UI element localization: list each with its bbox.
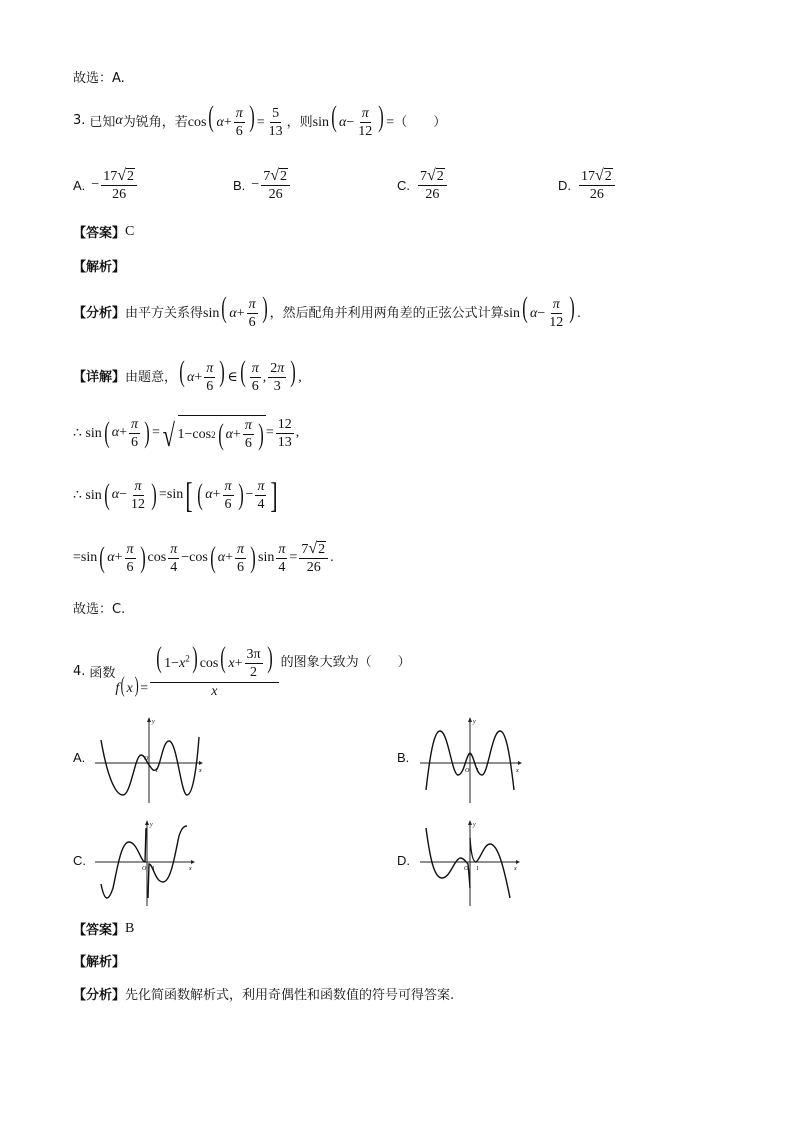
- q3-stem-then: ，则: [286, 115, 313, 131]
- svg-text:O: O: [464, 866, 469, 872]
- q4-stem: 4. 函数 f( x) = ( $1-x^2$) cos( x+ $\frac{3\pi}{2}$ ) x 的图象大致为（ ）: [73, 640, 411, 700]
- svg-text:x: x: [199, 768, 202, 774]
- svg-text:y: y: [473, 719, 476, 725]
- q3-option-a: A. − 17 √ 2 26: [73, 168, 139, 202]
- q4-graph-a: [95, 715, 205, 805]
- q3-number: 3.: [73, 113, 86, 129]
- q3-option-b: B. − 7 √ 2 26: [233, 168, 292, 202]
- q3-step-decompose: ∴ sin ( α − $\frac{\pi}{12}$ ) =sin [ ( α + $\frac{\pi}{6}$ ) − $\frac{\pi}{4}$ ]: [73, 475, 279, 515]
- q4-graph-c: [95, 818, 205, 908]
- svg-text:O: O: [144, 756, 149, 762]
- q4-fenxi: 【分析】 先化简函数解析式，利用奇偶性和函数值的符号可得答案.: [73, 988, 455, 1003]
- q3-stem: [73, 102, 446, 139]
- q4-option-a-label: A.: [73, 750, 86, 765]
- q3-step-expand: =sin ( α + $\frac{\pi}{6}$ ) cos $\frac{\pi}{4}$ −cos ( α + $\frac{\pi}{6}$ ) sin $\frac{\pi}{4}$ = 7 √ 2 26 .: [73, 540, 334, 575]
- q4-option-c-label: C.: [73, 853, 86, 868]
- svg-text:x: x: [189, 866, 192, 872]
- svg-text:y: y: [152, 719, 155, 725]
- previous-conclusion: 故选：A.: [73, 71, 125, 86]
- q3-option-d: D. 17 √ 2 26: [558, 168, 617, 202]
- svg-text:O: O: [142, 866, 147, 872]
- q3-step-sin: ∴ sin ( α + $\frac{\pi}{6}$ ) = √ 1−cos 2 ( α + $\frac{\pi}{6}$ ) = $\frac{12}{13}$ ,: [73, 416, 300, 453]
- q3-fenxi: 【分析】 由平方关系得 sin( α+ $\frac{\pi}{6}$ ) ，然后配角并利用两角差的正弦公式计算 sin( α− $\frac{\pi}{12}$ ) .: [73, 291, 581, 331]
- q3-answer: 【答案】 C: [73, 223, 135, 241]
- q3-xiangjie: 【详解】 由题意， ( α+ $\frac{\pi}{6}$ ) ∈( $\frac{\pi}{6}$ , $\frac{2\pi}{3}$ ) ,: [73, 355, 302, 395]
- q4-option-b-label: B.: [397, 750, 410, 765]
- q3-paren: （ ）: [394, 115, 447, 131]
- q4-analysis-tag: 【解析】: [73, 955, 126, 970]
- svg-text:x: x: [516, 768, 519, 774]
- svg-text:y: y: [150, 822, 153, 828]
- q3-stem-mid: 为锐角，若: [122, 115, 188, 131]
- svg-text:1: 1: [155, 768, 158, 774]
- svg-text:y: y: [473, 822, 476, 828]
- q3-analysis-tag: 【解析】: [73, 260, 126, 275]
- q3-conclusion: 故选：C.: [73, 602, 126, 617]
- q4-graph-b: [420, 715, 530, 805]
- q3-target-formula: sin( α− $\frac{\pi}{12}$ ) =: [312, 100, 395, 140]
- svg-text:1: 1: [476, 866, 479, 872]
- svg-text:x: x: [514, 866, 517, 872]
- q4-graph-d: [420, 818, 530, 908]
- q3-option-c: C. 7 √ 2 26: [397, 168, 449, 202]
- alpha-symbol: α: [115, 112, 123, 128]
- q4-answer: 【答案】 B: [73, 920, 135, 938]
- svg-text:1: 1: [152, 866, 155, 872]
- svg-text:1: 1: [476, 768, 479, 774]
- q3-stem-prefix: 已知: [89, 115, 116, 131]
- q3-condition-formula: cos( α+ $\frac{\pi}{6}$ ) = $\frac{5}{13}$: [187, 100, 283, 140]
- svg-text:O: O: [465, 768, 470, 774]
- q4-option-d-label: D.: [397, 853, 410, 868]
